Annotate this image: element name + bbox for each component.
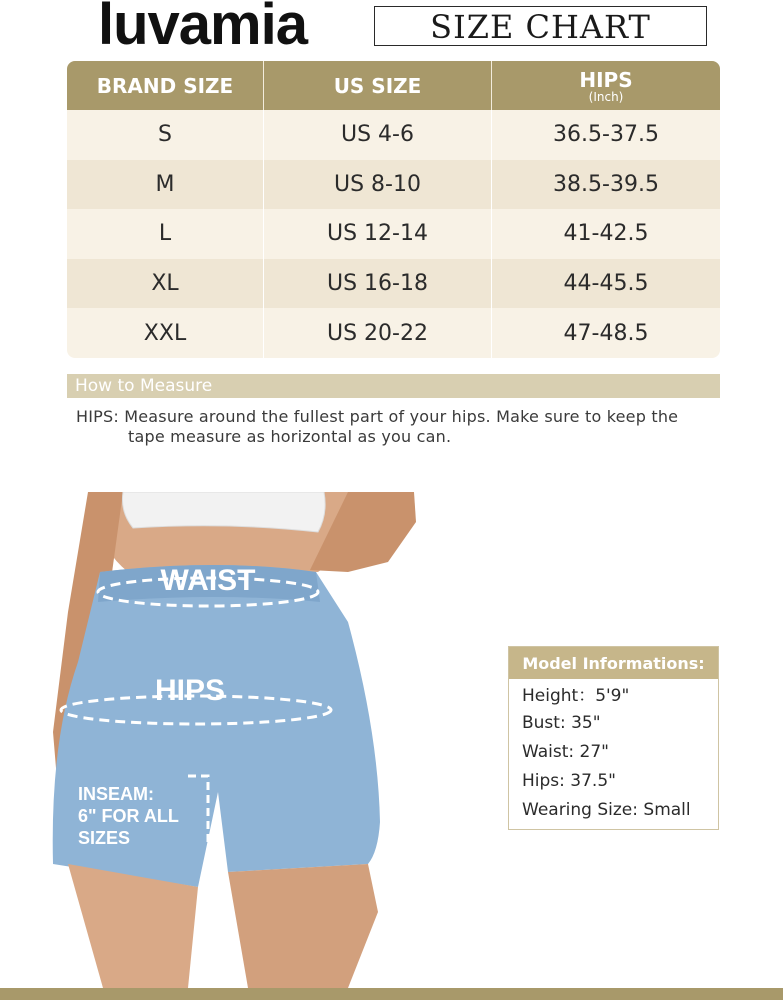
header-label: HIPS xyxy=(579,67,633,92)
model-photo xyxy=(48,492,418,988)
model-bust: Bust: 35" xyxy=(522,712,601,733)
header-hips xyxy=(492,61,720,110)
cell-brand-size: M xyxy=(67,160,264,210)
footer-bar xyxy=(0,988,783,1000)
model-info-heading: Model Informations: xyxy=(509,647,718,679)
table-header xyxy=(67,61,720,110)
hips-label: HIPS xyxy=(76,407,114,426)
table-row xyxy=(67,308,720,358)
table-row xyxy=(67,259,720,309)
header-us-size xyxy=(264,61,492,110)
cell-us-size: US 20-22 xyxy=(264,308,492,358)
model-height: Height：5'9" xyxy=(522,686,630,706)
cell-hips: 36.5-37.5 xyxy=(553,122,659,148)
model-info-box xyxy=(508,646,719,830)
cell-us-size: US 16-18 xyxy=(264,259,492,309)
hips-photo-label: HIPS xyxy=(154,674,226,707)
leg-right xyxy=(228,864,378,988)
cell-hips: 47-48.5 xyxy=(563,320,649,346)
size-chart-title: SIZE CHART xyxy=(374,6,707,46)
model-waist: Waist: 27" xyxy=(522,741,609,762)
crop-top xyxy=(122,492,325,532)
table-row xyxy=(67,110,720,160)
hips-instruction-line1: : Measure around the fullest part of your hips. Make sure to keep the xyxy=(113,407,679,426)
hips-instructions xyxy=(76,407,716,447)
table-row xyxy=(67,160,720,210)
cell-brand-size: XXL xyxy=(67,308,264,358)
cell-brand-size: XL xyxy=(67,259,264,309)
cell-us-size: US 4-6 xyxy=(264,110,492,160)
header-unit: (Inch) xyxy=(588,89,624,104)
size-table xyxy=(67,61,720,358)
waist-label: WAIST xyxy=(160,564,256,597)
model-hips: Hips: 37.5" xyxy=(522,770,616,791)
hips-instruction-line2: tape measure as horizontal as you can. xyxy=(128,427,452,446)
inseam-label-line2: 6" FOR ALL xyxy=(78,806,179,826)
cell-brand-size: S xyxy=(67,110,264,160)
header-label: BRAND SIZE xyxy=(96,73,234,98)
cell-us-size: US 12-14 xyxy=(264,209,492,259)
brand-logo: luvamia xyxy=(98,0,307,57)
table-row xyxy=(67,209,720,259)
cell-brand-size: L xyxy=(67,209,264,259)
cell-us-size: US 8-10 xyxy=(264,160,492,210)
cell-hips: 41-42.5 xyxy=(563,221,649,247)
cell-hips: 38.5-39.5 xyxy=(553,171,659,197)
header-brand-size xyxy=(67,61,264,110)
header-label: US SIZE xyxy=(333,73,422,98)
how-to-measure-heading: How to Measure xyxy=(67,374,720,398)
inseam-label-line3: SIZES xyxy=(78,828,131,848)
cell-hips: 44-45.5 xyxy=(563,271,649,297)
inseam-label-line1: INSEAM: xyxy=(78,784,154,804)
model-wearing-size: Wearing Size: Small xyxy=(522,799,691,820)
